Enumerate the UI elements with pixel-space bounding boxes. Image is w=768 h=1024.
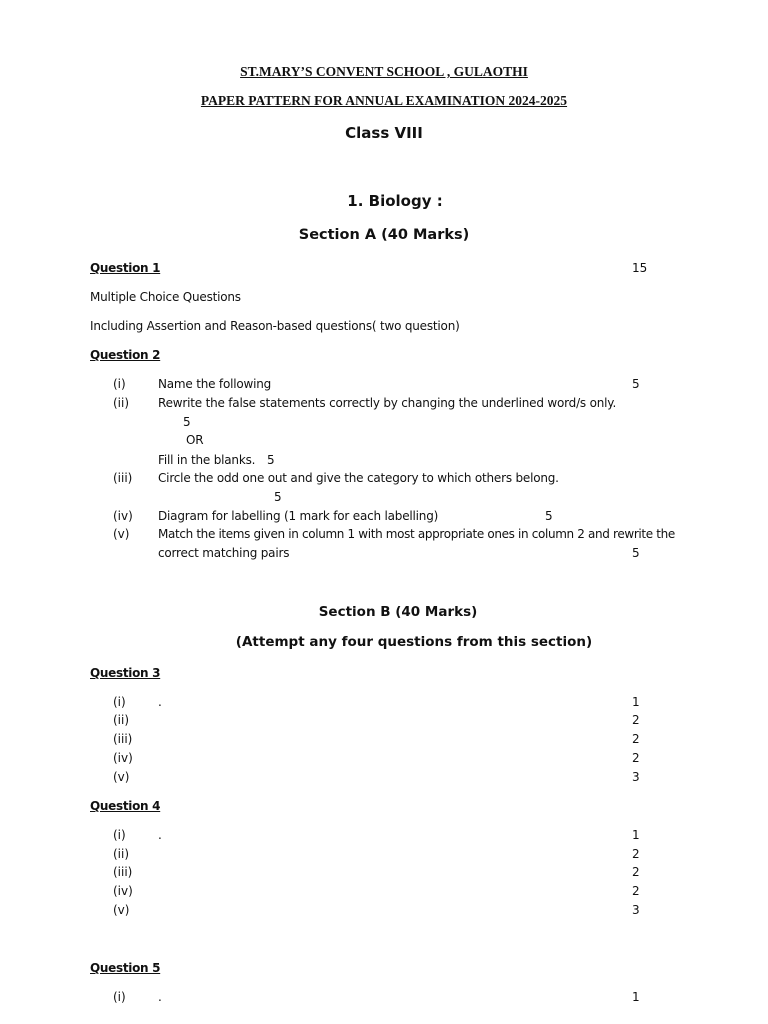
item-text-continued: correct matching pairs <box>158 546 290 560</box>
item-number: (iii) <box>113 732 133 746</box>
paper-pattern-title: PAPER PATTERN FOR ANNUAL EXAMINATION 2024-2025 <box>200 93 568 108</box>
item-marks: 1 <box>632 990 640 1004</box>
question-1-label: Question 1 <box>90 261 161 275</box>
item-marks: 5 <box>632 377 640 391</box>
item-dot: . <box>158 695 162 709</box>
question-1-line-2: Including Assertion and Reason-based questions( two question) <box>90 319 460 333</box>
item-marks: 2 <box>632 732 640 746</box>
item-dot: . <box>158 828 162 842</box>
item-number: (i) <box>113 695 126 709</box>
class-title: Class VIII <box>345 124 423 142</box>
item-number: (ii) <box>113 396 130 410</box>
item-number: (iv) <box>113 884 133 898</box>
item-marks: 2 <box>632 847 640 861</box>
item-marks: 5 <box>545 509 553 523</box>
item-marks: 2 <box>632 751 640 765</box>
section-b-note: (Attempt any four questions from this section) <box>235 634 593 650</box>
item-text: Rewrite the false statements correctly by changing the underlined word/s only. <box>158 396 617 410</box>
subject-title: 1. Biology : <box>347 192 443 210</box>
section-a-title: Section A (40 Marks) <box>298 227 470 243</box>
or-separator: OR <box>186 433 204 447</box>
item-alt-text: Fill in the blanks. <box>158 453 256 467</box>
item-marks: 5 <box>274 490 282 504</box>
item-number: (iii) <box>113 865 133 879</box>
item-dot: . <box>158 990 162 1004</box>
item-number: (ii) <box>113 713 130 727</box>
item-marks: 2 <box>632 713 640 727</box>
item-number: (iv) <box>113 751 133 765</box>
question-1-line-1: Multiple Choice Questions <box>90 290 241 304</box>
item-text: Match the items given in column 1 with most appropriate ones in column 2 and rewrite the <box>158 527 675 541</box>
section-b-title: Section B (40 Marks) <box>318 604 478 620</box>
question-1-marks: 15 <box>632 261 648 275</box>
question-2-label: Question 2 <box>90 348 161 362</box>
item-alt-marks: 5 <box>267 453 275 467</box>
question-4-label: Question 4 <box>90 799 161 813</box>
item-marks: 5 <box>632 546 640 560</box>
question-3-label: Question 3 <box>90 666 161 680</box>
item-marks: 5 <box>183 415 191 429</box>
item-text: Name the following <box>158 377 272 391</box>
item-marks: 3 <box>632 770 640 784</box>
item-marks: 3 <box>632 903 640 917</box>
item-number: (i) <box>113 990 126 1004</box>
item-number: (ii) <box>113 847 130 861</box>
item-number: (v) <box>113 903 130 917</box>
item-number: (iii) <box>113 471 133 485</box>
item-marks: 1 <box>632 695 640 709</box>
item-number: (iv) <box>113 509 133 523</box>
item-marks: 2 <box>632 865 640 879</box>
school-name: ST.MARY’S CONVENT SCHOOL , GULAOTHI <box>240 64 528 79</box>
item-number: (i) <box>113 377 126 391</box>
question-5-label: Question 5 <box>90 961 161 975</box>
item-marks: 2 <box>632 884 640 898</box>
item-number: (i) <box>113 828 126 842</box>
item-text: Circle the odd one out and give the category to which others belong. <box>158 471 559 485</box>
item-number: (v) <box>113 527 130 541</box>
item-marks: 1 <box>632 828 640 842</box>
item-number: (v) <box>113 770 130 784</box>
item-text: Diagram for labelling (1 mark for each labelling) <box>158 509 439 523</box>
